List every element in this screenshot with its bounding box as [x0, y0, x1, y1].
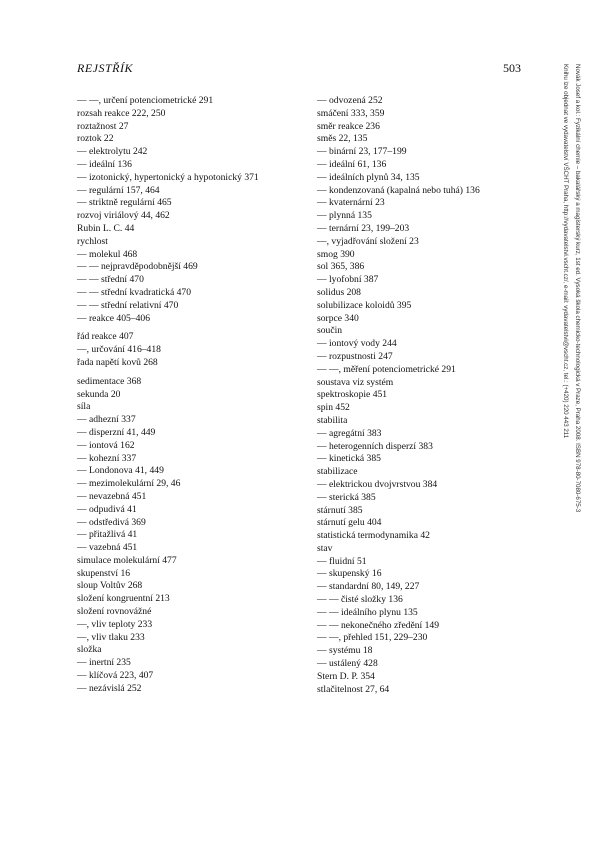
index-entry: rychlost: [77, 235, 108, 247]
index-entry: — rozpustnosti 247: [317, 350, 393, 362]
index-entry: součin: [317, 325, 343, 337]
index-entry: — vazebná 451: [77, 542, 138, 554]
index-entry: sol 365, 386: [317, 261, 365, 273]
index-entry: — elektrickou dvojvrstvou 384: [317, 478, 438, 490]
index-entry: sorpce 340: [317, 312, 359, 324]
index-entry: — iontová 162: [77, 439, 135, 451]
index-entry: — regulární 157, 464: [77, 184, 160, 196]
index-entry: — fluidní 51: [317, 555, 367, 567]
index-entry: stárnutí 385: [317, 504, 363, 516]
index-entry: — standardní 80, 149, 227: [317, 581, 420, 593]
index-entry: — nevazebná 451: [77, 490, 147, 502]
index-entry: stabilizace: [317, 466, 358, 478]
index-entry: složení rovnovážné: [77, 606, 152, 618]
side-note-ordering: Knihu lze objednat ve vydavatelství VŠCHT Praha, http://vydavatelstvi.vscht.cz/, e-mail: vydavatelstvi@vscht.cz, tel.: (+420) 220 443 211: [562, 64, 569, 439]
side-publication-note: [556, 64, 586, 604]
index-entry: solubilizace koloidů 395: [317, 299, 412, 311]
index-entry: rozvoj viriálový 44, 462: [77, 210, 170, 222]
index-entry: — —, určení potenciometrické 291: [77, 95, 214, 106]
index-entry: — systému 18: [317, 645, 373, 657]
index-entry: — — střední 470: [77, 274, 144, 286]
index-entry: — molekul 468: [77, 248, 138, 260]
index-entry: směr reakce 236: [317, 120, 380, 132]
index-entry: sekunda 20: [77, 388, 121, 400]
index-entry: směs 22, 135: [317, 133, 368, 145]
index-entry: smog 390: [317, 248, 355, 260]
page-number: 503: [503, 61, 521, 75]
index-entry: — binární 23, 177–199: [317, 146, 407, 158]
index-entry: — — střední relativní 470: [77, 299, 179, 311]
side-note-citation: Novák Josef a kol.: Fyzikální chemie – bakalářský a magisterský kurz, 1st ed. Vysoká škola chemicko-technologická v Praze, Praha 2008. ISBN 978-80-7080-675-3: [574, 64, 581, 513]
index-entry: soustava viz systém: [317, 376, 394, 388]
index-entry: — ternární 23, 199–203: [317, 222, 410, 234]
index-entry: skupenství 16: [77, 567, 131, 579]
index-column-left: [77, 95, 290, 696]
index-entry: Stern D. P. 354: [317, 670, 375, 682]
index-entry: sedimentace 368: [77, 375, 142, 387]
index-entry: — odvozená 252: [317, 95, 383, 106]
index-entry: — ideální 136: [77, 158, 132, 170]
index-entry: statistická termodynamika 42: [317, 530, 430, 542]
index-entry: — iontový vody 244: [317, 338, 397, 350]
index-entry: stabilita: [317, 414, 348, 426]
index-entry: — ideálních plynů 34, 135: [317, 171, 420, 183]
index-entry: solidus 208: [317, 286, 361, 298]
index-entry: — nezávislá 252: [77, 682, 142, 694]
index-entry: — striktně regulární 465: [77, 197, 172, 209]
index-entry: — kinetická 385: [317, 453, 381, 465]
index-entry: — skupenský 16: [317, 568, 382, 580]
index-entry: — lyofobní 387: [317, 274, 379, 286]
index-entry: — — nejpravděpodobnější 469: [77, 261, 198, 273]
index-entry: sloup Voltův 268: [77, 580, 143, 592]
index-entry: — agregátní 383: [317, 427, 382, 439]
index-entry: spektroskopie 451: [317, 389, 388, 401]
index-entry: Rubin L. C. 44: [77, 222, 135, 234]
index-entry: řád reakce 407: [77, 331, 134, 343]
index-entry: — —, přehled 151, 229–230: [317, 632, 428, 644]
index-entry: — inertní 235: [77, 657, 131, 669]
index-entry: simulace molekulární 477: [77, 554, 177, 566]
index-entry: — přitažlivá 41: [77, 529, 138, 541]
index-entry: síla: [77, 401, 91, 413]
index-entry: stárnutí gelu 404: [317, 517, 382, 529]
index-entry: — — střední kvadratická 470: [77, 286, 192, 298]
index-entry: — reakce 405–406: [77, 312, 150, 324]
index-entry: roztok 22: [77, 133, 114, 145]
index-entry: — —, měření potenciometrické 291: [317, 363, 456, 375]
index-entry: — adhezní 337: [77, 414, 136, 426]
index-entry: složení kongruentní 213: [77, 593, 170, 605]
index-entry: rozsah reakce 222, 250: [77, 107, 166, 119]
index-entry: — sterická 385: [317, 491, 376, 503]
index-entry: —, vliv tlaku 233: [77, 631, 145, 643]
index-entry: — odstředivá 369: [77, 516, 146, 528]
index-entry: — odpudivá 41: [77, 503, 137, 515]
index-column-right: [317, 95, 530, 696]
index-entry: — heterogenních disperzí 383: [317, 440, 433, 452]
index-entry: —, vyjadřování složení 23: [317, 235, 419, 247]
index-entry: roztažnost 27: [77, 120, 129, 132]
index-entry: — izotonický, hypertonický a hypotonický 371: [77, 171, 259, 183]
index-entry: řada napětí kovů 268: [77, 356, 158, 368]
index-entry: —, vliv teploty 233: [77, 618, 153, 630]
index-entry: — klíčová 223, 407: [77, 670, 154, 682]
index-entry: — plynná 135: [317, 210, 372, 222]
index-entry: stlačitelnost 27, 64: [317, 683, 390, 695]
index-entry: — ideální 61, 136: [317, 158, 387, 170]
index-entry: — elektrolytu 242: [77, 146, 148, 158]
index-entry: — — ideálního plynu 135: [317, 606, 418, 618]
index-entry: složka: [77, 644, 102, 656]
index-entry: — — nekonečného zředění 149: [317, 619, 440, 631]
index-entry: stav: [317, 542, 333, 554]
index-entry: — kondenzovaná (kapalná nebo tuhá) 136: [317, 184, 480, 196]
index-entry: smáčení 333, 359: [317, 107, 385, 119]
index-entry: —, určování 416–418: [77, 344, 161, 356]
index-entry: — ustálený 428: [317, 658, 378, 670]
index-entry: spin 452: [317, 402, 350, 414]
index-entry: — mezimolekulární 29, 46: [77, 478, 181, 490]
index-entry: — Londonova 41, 449: [77, 465, 164, 477]
index-entry: — — čisté složky 136: [317, 594, 403, 606]
index-entry: — kohezní 337: [77, 452, 137, 464]
index-entry: — kvaternární 23: [317, 197, 385, 209]
page-title: REJSTŘÍK: [77, 61, 133, 75]
index-entry: — disperzní 41, 449: [77, 426, 156, 438]
